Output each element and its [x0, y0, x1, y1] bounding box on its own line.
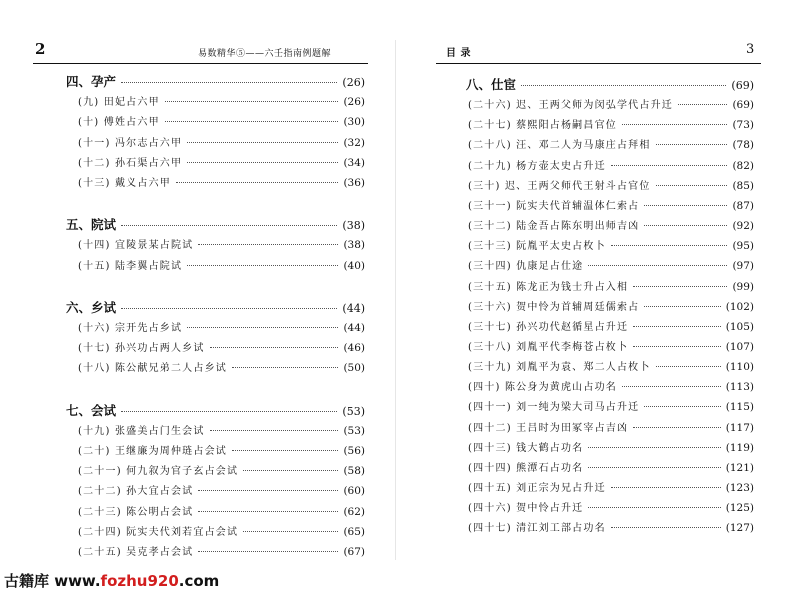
toc-entry-page: (125)	[725, 502, 754, 515]
toc-entry-page: (26)	[343, 96, 365, 109]
toc-entry-page: (95)	[732, 240, 754, 253]
site-watermark	[4, 570, 219, 591]
page-number-left: 2	[35, 40, 46, 58]
toc-entry	[468, 440, 754, 456]
toc-entry-text: (三十六) 贺中怜为首辅周廷儒索占	[468, 301, 640, 313]
toc-entry-text: (十八) 陈公献兄弟二人占乡试	[78, 363, 227, 375]
toc-entry-page: (40)	[343, 259, 365, 272]
running-title-left: 易数精华⑤——六壬指南例题解	[198, 49, 332, 59]
toc-section-heading	[466, 77, 754, 93]
toc-entry	[468, 520, 754, 536]
toc-entry	[468, 319, 754, 335]
toc-entry-text: (二十八) 汪、邓二人为马康庄占拜相	[468, 140, 651, 152]
dot-leader	[521, 85, 726, 86]
toc-entry-page: (97)	[732, 260, 754, 273]
toc-entry-page: (121)	[725, 461, 754, 474]
dot-leader	[656, 366, 721, 367]
dot-leader	[198, 490, 338, 491]
toc-entry-text: (二十) 王继廉为周仲琏占会试	[78, 446, 227, 457]
toc-entry-text: (二十九) 杨方壶太史占升迁	[468, 160, 606, 172]
toc-entry	[78, 340, 365, 356]
toc-entry-text: (二十四) 阮实夫代刘若宜占会试	[78, 526, 239, 538]
dot-leader	[611, 527, 721, 528]
toc-entry	[78, 443, 365, 459]
dot-leader	[165, 121, 339, 122]
page-number-right: 3	[746, 42, 755, 57]
dot-leader	[678, 104, 727, 105]
toc-entry	[468, 379, 754, 395]
toc-entry-page: (38)	[343, 239, 365, 252]
toc-entry	[468, 218, 754, 234]
toc-entry-text: (二十三) 陈公明占会试	[78, 506, 194, 518]
toc-entry-text: (三十三) 阮胤平太史占枚卜	[468, 241, 606, 253]
toc-entry-text: (二十一) 何九叙为官子玄占会试	[78, 466, 239, 478]
toc-entry	[468, 299, 754, 315]
toc-section-heading-text: 七、会试	[66, 402, 117, 418]
toc-section-heading-text: 八、仕宦	[466, 77, 517, 92]
toc-entry	[78, 155, 365, 171]
watermark-label: 古籍库 www.	[4, 572, 101, 590]
toc-entry	[468, 480, 754, 496]
toc-entry	[468, 258, 754, 274]
toc-entry	[468, 137, 754, 153]
toc-section-heading-page: (26)	[342, 76, 365, 89]
watermark-accent: fozhu920	[100, 572, 179, 590]
toc-entry-page: (82)	[732, 159, 754, 172]
toc-entry	[78, 320, 365, 336]
toc-entry-page: (113)	[725, 381, 754, 394]
toc-entry-page: (87)	[732, 199, 754, 212]
toc-section-heading-page: (38)	[342, 219, 365, 233]
dot-leader	[611, 487, 721, 488]
dot-leader	[633, 326, 721, 327]
dot-leader	[243, 531, 338, 532]
dot-leader	[187, 142, 338, 143]
toc-entry-text: (十六) 宗开先占乡试	[78, 323, 183, 334]
toc-entry	[468, 339, 754, 355]
dot-leader	[210, 347, 339, 348]
toc-entry-text: (三十五) 陈龙正为钱士升占入相	[468, 281, 629, 293]
dot-leader	[644, 205, 727, 206]
toc-entry	[78, 114, 365, 130]
toc-entry-text: (十三) 戴义占六甲	[78, 178, 171, 189]
toc-entry-text: (四十六) 贺中怜占升迁	[468, 503, 584, 515]
header-rule-right	[436, 63, 761, 64]
dot-leader	[588, 265, 727, 266]
dot-leader	[121, 411, 337, 412]
toc-entry-text: (十四) 宜陵景某占院试	[78, 240, 194, 252]
dot-leader	[210, 430, 339, 431]
toc-section-heading-text: 六、乡试	[66, 299, 117, 315]
toc-entry	[468, 420, 754, 436]
toc-entry-page: (105)	[725, 320, 754, 333]
dot-leader	[644, 225, 727, 226]
toc-entry-page: (34)	[343, 156, 365, 169]
toc-entry-text: (二十二) 孙大宜占会试	[78, 486, 194, 498]
toc-entry-text: (四十二) 王吕时为田冢宰占吉凶	[468, 422, 629, 434]
toc-entry	[468, 97, 754, 113]
toc-section-heading	[66, 300, 365, 316]
dot-leader	[656, 144, 728, 145]
toc-entry	[468, 279, 754, 295]
toc-entry-page: (32)	[343, 136, 365, 149]
toc-entry-page: (119)	[725, 441, 754, 454]
dot-leader	[198, 244, 338, 245]
toc-entry-page: (107)	[725, 340, 754, 353]
toc-entry-page: (117)	[725, 421, 754, 434]
toc-entry	[78, 360, 365, 376]
dot-leader	[165, 101, 339, 102]
toc-entry-page: (85)	[732, 179, 754, 192]
dot-leader	[187, 265, 338, 266]
toc-entry-page: (67)	[343, 546, 365, 558]
toc-section-heading-text: 四、孕产	[66, 74, 117, 89]
toc-entry-text: (四十四) 熊潭石占功名	[468, 462, 584, 474]
toc-entry-text: (三十七) 孙兴功代赵循星占升迁	[468, 321, 629, 333]
toc-entry-page: (58)	[343, 465, 365, 478]
dot-leader	[611, 245, 728, 246]
toc-entry	[78, 175, 365, 191]
toc-section-heading-page: (53)	[342, 404, 365, 418]
toc-entry-page: (30)	[343, 116, 365, 129]
toc-entry-text: (三十八) 刘胤平代李梅苍占枚卜	[468, 341, 629, 353]
toc-entry	[468, 238, 754, 254]
dot-leader	[198, 511, 338, 512]
toc-entry-page: (46)	[343, 342, 365, 355]
toc-entry	[78, 423, 365, 439]
dot-leader	[232, 450, 338, 451]
toc-entry	[78, 258, 365, 274]
toc-entry-page: (127)	[725, 522, 754, 535]
toc-entry-page: (62)	[343, 505, 365, 518]
toc-entry-page: (44)	[343, 322, 365, 334]
dot-leader	[176, 182, 338, 183]
toc-entry-text: (十七) 孙兴功占两人乡试	[78, 343, 205, 355]
dot-leader	[644, 406, 720, 407]
toc-entry-text: (十二) 孙石渠占六甲	[78, 157, 183, 169]
toc-entry-page: (73)	[732, 119, 754, 132]
toc-section-heading-page: (44)	[342, 301, 365, 315]
dot-leader	[656, 185, 728, 186]
toc-section-heading	[66, 74, 365, 90]
left-page	[0, 0, 396, 595]
header-rule-left	[33, 63, 368, 64]
toc-entry-page: (99)	[732, 280, 754, 293]
toc-entry-text: (四十七) 清江刘工部占功名	[468, 523, 606, 535]
toc-entry	[468, 500, 754, 516]
toc-entry-text: (十五) 陆李翼占院试	[78, 260, 183, 272]
toc-entry-text: (三十九) 刘胤平为袁、郑二人占枚卜	[468, 362, 651, 374]
toc-entry	[468, 158, 754, 174]
toc-entry-page: (123)	[725, 482, 754, 494]
dot-leader	[243, 470, 338, 471]
toc-entry-text: (四十三) 钱大鹤占功名	[468, 442, 584, 454]
toc-section-heading-page: (69)	[731, 79, 754, 92]
toc-entry-text: (十) 傅姓占六甲	[78, 117, 160, 129]
toc-entry	[78, 483, 365, 499]
toc-entry-page: (69)	[732, 99, 754, 112]
toc-entry-text: (三十一) 阮实夫代首辅温体仁索占	[468, 200, 640, 212]
toc-entry-text: (三十四) 仇康足占仕途	[468, 261, 584, 273]
right-page	[396, 0, 793, 595]
toc-entry-text: (三十) 迟、王两父师代王射斗占官位	[468, 180, 651, 192]
toc-entry	[78, 135, 365, 151]
dot-leader	[633, 346, 721, 347]
toc-entry-page: (50)	[343, 362, 365, 375]
toc-entry-text: (四十一) 刘一纯为梁大司马占升迁	[468, 402, 640, 414]
toc-entry	[468, 178, 754, 194]
dot-leader	[644, 306, 720, 307]
toc-entry	[468, 399, 754, 415]
toc-entry	[468, 198, 754, 214]
running-title-right: 目 录	[446, 48, 471, 59]
dot-leader	[121, 225, 337, 226]
toc-entry	[78, 237, 365, 253]
toc-section-heading-text: 五、院试	[66, 217, 117, 233]
dot-leader	[588, 447, 720, 448]
toc-entry-page: (60)	[343, 485, 365, 498]
toc-entry	[78, 504, 365, 520]
toc-entry	[468, 117, 754, 133]
dot-leader	[622, 124, 727, 125]
toc-entry	[468, 359, 754, 375]
toc-section-heading	[66, 217, 365, 233]
toc-entry-text: (四十五) 刘正宗为兄占升迁	[468, 483, 606, 494]
toc-entry-page: (53)	[343, 424, 365, 437]
toc-entry-page: (102)	[725, 300, 754, 313]
dot-leader	[187, 327, 338, 328]
toc-entry-page: (78)	[732, 139, 754, 152]
toc-entry	[78, 94, 365, 110]
toc-entry-page: (56)	[343, 445, 365, 457]
toc-entry-text: (三十二) 陆金吾占陈东明出师吉凶	[468, 221, 640, 233]
toc-entry-page: (92)	[732, 220, 754, 233]
toc-section-heading	[66, 403, 365, 419]
dot-leader	[187, 162, 338, 163]
toc-entry-text: (十一) 冯尔志占六甲	[78, 137, 183, 149]
toc-entry-text: (二十六) 迟、王两父师为闵弘学代占升迁	[468, 100, 673, 112]
toc-entry-text: (二十五) 吴克孝占会试	[78, 547, 194, 558]
toc-entry-page: (115)	[725, 401, 754, 414]
toc-entry	[78, 544, 365, 560]
dot-leader	[232, 367, 338, 368]
dot-leader	[121, 82, 337, 83]
toc-entry-text: (十九) 张盛美占门生会试	[78, 425, 205, 437]
toc-entry	[468, 460, 754, 476]
toc-entry	[78, 463, 365, 479]
toc-entry	[78, 524, 365, 540]
dot-leader	[121, 308, 337, 309]
toc-entry-text: (二十七) 蔡熙阳占杨嗣昌官位	[468, 120, 617, 132]
toc-entry-text: (四十) 陈公身为黄虎山占功名	[468, 382, 617, 394]
dot-leader	[611, 165, 728, 166]
dot-leader	[588, 467, 720, 468]
dot-leader	[633, 427, 721, 428]
dot-leader	[622, 386, 721, 387]
toc-entry-page: (36)	[343, 177, 365, 189]
dot-leader	[588, 507, 720, 508]
watermark-suffix: .com	[178, 572, 220, 590]
toc-entry-text: (九) 田妃占六甲	[78, 97, 160, 109]
toc-entry-page: (65)	[343, 525, 365, 538]
toc-entry-page: (110)	[725, 361, 754, 374]
dot-leader	[633, 286, 727, 287]
dot-leader	[198, 551, 338, 552]
